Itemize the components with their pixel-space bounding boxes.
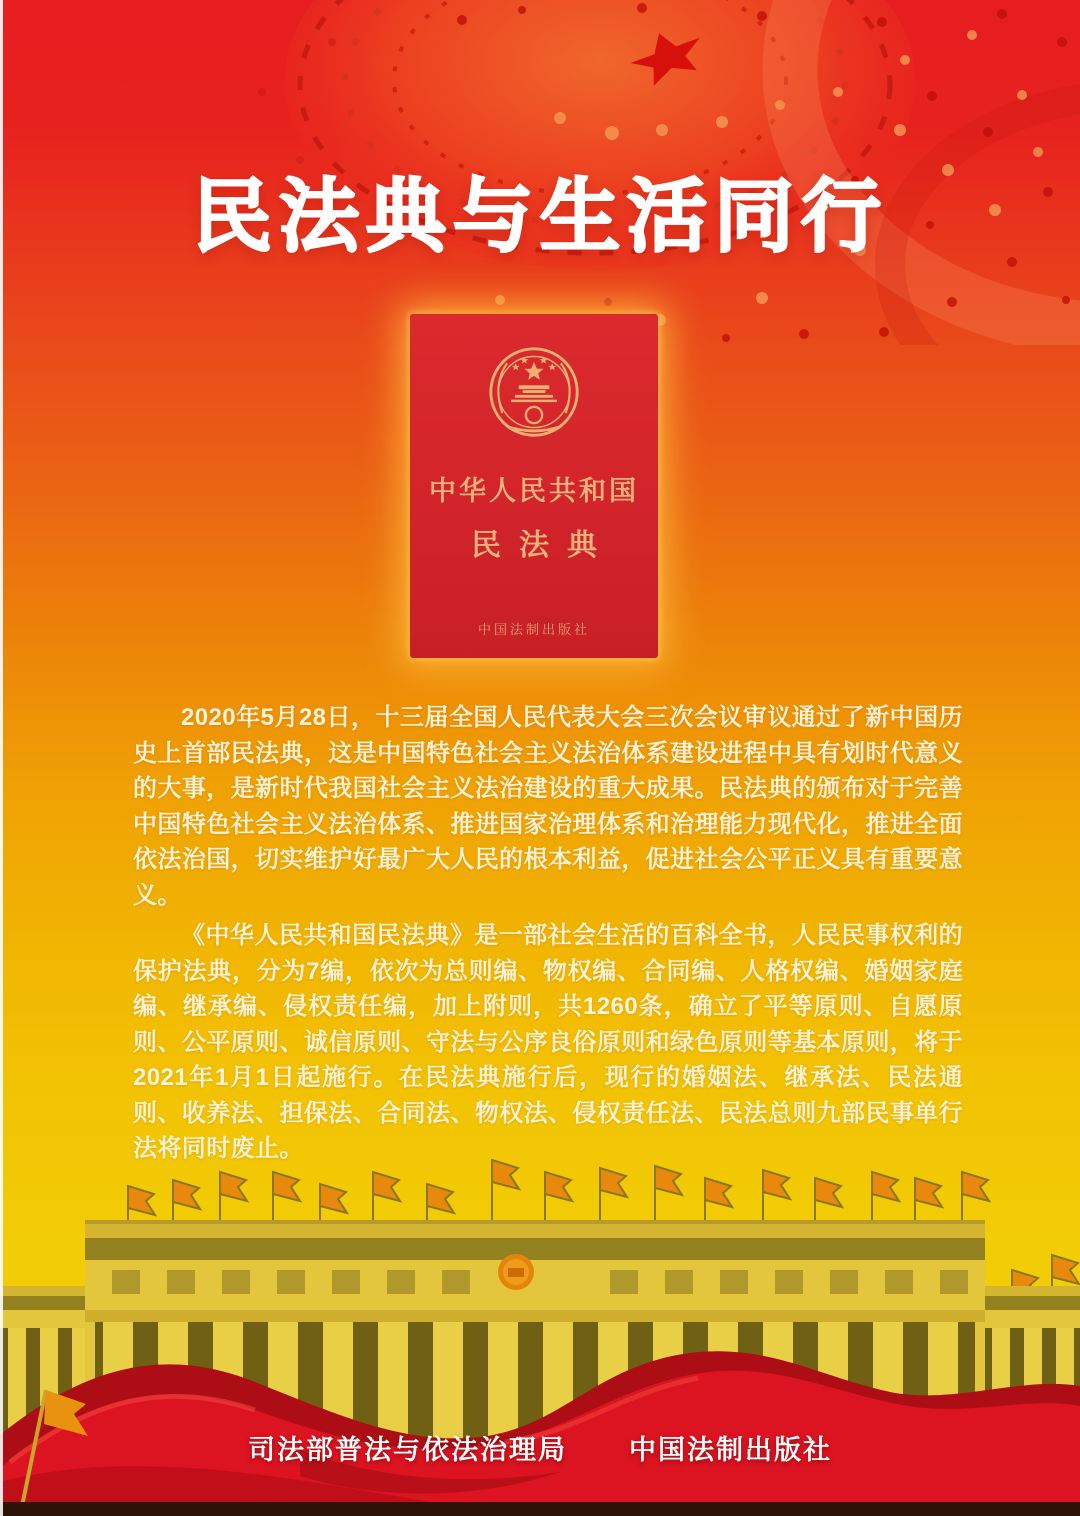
book-title-line1: 中华人民共和国: [429, 476, 639, 506]
book-publisher: 中国法制出版社: [477, 622, 590, 637]
footer-credits: [0, 1428, 1080, 1467]
civil-code-book-cover: [410, 314, 658, 658]
footer-right-org: 中国法制出版社: [629, 1435, 832, 1465]
footer-left-org: 司法部普法与依法治理局: [248, 1435, 567, 1465]
body-text-block: [133, 700, 963, 1172]
bottom-border-strip: [0, 1502, 1080, 1516]
paragraph-2: 《中华人民共和国民法典》是一部社会生活的百科全书，人民民事权利的保护法典，分为7编，依次为总则编、物权编、合同编、人格权编、婚姻家庭编、继承编、侵权责任编，加上附则，共1260条，确立了平等原则、自愿原则、公平原则、诚信原则、守法与公序良俗原则和绿色原则等基本原则，将于2021年1月1日起施行。在民法典施行后，现行的婚姻法、继承法、民法通则、收养法、担保法、合同法、物权法、侵权责任法、民法总则九部民事单行法将同时废止。: [133, 922, 963, 1162]
facade-emblem-icon: [498, 1254, 534, 1290]
paragraph-1: 2020年5月28日，十三届全国人民代表大会三次会议审议通过了新中国历史上首部民法典，这是中国特色社会主义法治体系建设进程中具有划时代意义的大事，是新时代我国社会主义法治建设的重大成果。民法典的颁布对于完善中国特色社会主义法治体系、推进国家治理体系和治理能力现代化，推进全面依法治国，切实维护好最广大人民的根本利益，促进社会公平正义具有重要意义。: [133, 704, 963, 909]
book-title-line2: 民法典: [471, 529, 615, 562]
national-emblem-icon: [486, 344, 582, 440]
left-edge-strip: [0, 0, 3, 1516]
poster-title: 民法典与生活同行: [192, 172, 888, 261]
